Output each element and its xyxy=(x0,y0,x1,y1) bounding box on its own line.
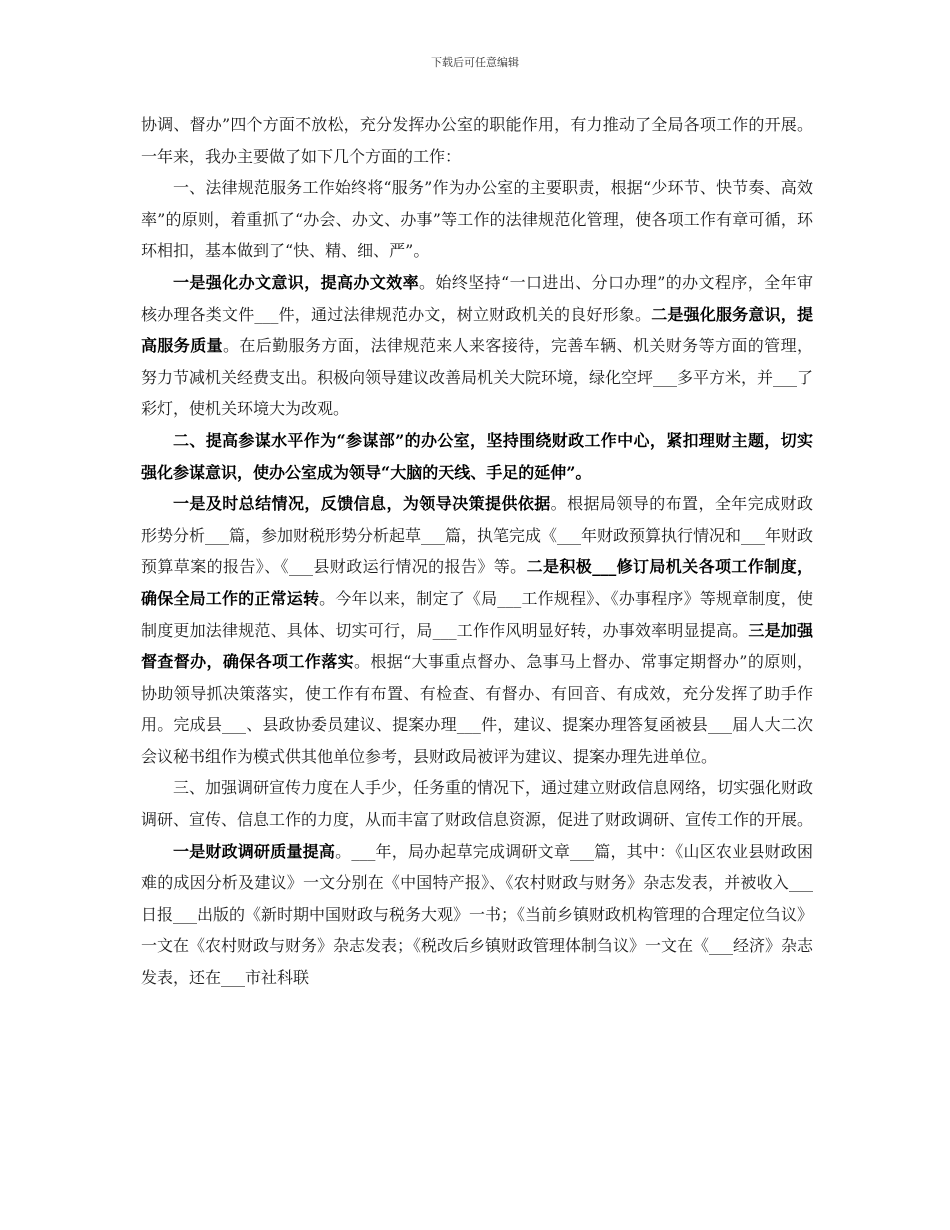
text-run: 。始终坚持“一口进出、分口办理”的办文程序，全年审核办理各类文件___件，通过法律规范办文，树立财政机关的良好形象。 xyxy=(141,272,813,324)
text-run: 。___年，局办起草完成调研文章___篇，其中：《山区农业县财政困难的成因分析及建议》一文分别在《中国特产报》、《农村财政与财务》杂志发表，并被收入___日报___出版的《新时期中国财政与税务大观》一书；《当前乡镇财政机构管理的合理定位刍议》一文在《农村财政与财务》杂志发表；《税改后乡镇财政管理体制刍议》一文在《___经济》杂志发表，还在___市社科联 xyxy=(141,841,814,988)
paragraph xyxy=(141,172,813,267)
paragraph xyxy=(141,109,813,172)
text-run: 。根据“大事重点督办、急事马上督办、常事定期督办”的原则，协助领导抓决策落实，使工作有布置、有检查、有督办、有回音、有成效，充分发挥了助手作用。完成县___、县政协委员建议、提案办理___件，建议、提案办理答复函被县___届人大二次会议秘书组作为模式供其他单位参考，县财政局被评为建议、提案办理先进单位。 xyxy=(141,652,813,766)
bold-heading-run: 二是积极___修订局机关各项工作制度，确保全局工作的正常运转 xyxy=(141,557,813,608)
text-run: 。根据局领导的布置，全年完成财政形势分析___篇，参加财税形势分析起草___篇，执笔完成《___年财政预算执行情况和___年财政预算草案的报告》、《___县财政运行情况的报告》等。 xyxy=(141,494,814,577)
paragraph xyxy=(141,488,813,772)
paragraph xyxy=(141,836,813,994)
bold-heading-run: 二、提高参谋水平作为“参谋部”的办公室，坚持围绕财政工作中心，紧扣理财主题，切实强化参谋意识，使办公室成为领导“大脑的天线、手足的延伸”。 xyxy=(141,430,813,482)
page-header: 下载后可任意编辑 xyxy=(431,56,519,69)
bold-heading-run: 二是强化服务意识，提高服务质量 xyxy=(141,304,813,356)
paragraph xyxy=(141,772,813,835)
bold-heading-run: 一是强化办文意识，提高办文效率 xyxy=(173,272,420,292)
bold-heading-run: 三是加强督查督办，确保各项工作落实 xyxy=(141,620,813,672)
bold-heading-run: 一是及时总结情况，反馈信息，为领导决策提供依据 xyxy=(173,494,551,514)
text-run: 。今年以来，制定了《局___工作规程》、《办事程序》等规章制度，使制度更加法律规范、具体、切实可行，局___工作作风明显好转，办事效率明显提高。 xyxy=(141,588,813,640)
text-run: 。在后勤服务方面，法律规范来人来客接待，完善车辆、机关财务等方面的管理，努力节减机关经费支出。积极向领导建议改善局机关大院环境，绿化空坪___多平方米，并___了彩灯，使机关环境大为改观。 xyxy=(141,336,814,419)
paragraph xyxy=(141,267,813,425)
text-run: 一、法律规范服务工作始终将“服务”作为办公室的主要职责，根据“少环节、快节奏、高效率”的原则，着重抓了“办会、办文、办事”等工作的法律规范化管理，使各项工作有章可循，环环相扣，基本做到了“快、精、细、严”。 xyxy=(141,178,813,261)
text-run: 协调、督办”四个方面不放松，充分发挥办公室的职能作用，有力推动了全局各项工作的开展。一年来，我办主要做了如下几个方面的工作： xyxy=(141,115,813,166)
text-run: 三、加强调研宣传力度在人手少，任务重的情况下，通过建立财政信息网络，切实强化财政调研、宣传、信息工作的力度，从而丰富了财政信息资源，促进了财政调研、宣传工作的开展。 xyxy=(141,778,814,830)
section-heading xyxy=(141,425,813,488)
bold-heading-run: 一是财政调研质量提高 xyxy=(173,841,336,861)
document-body xyxy=(141,109,813,994)
